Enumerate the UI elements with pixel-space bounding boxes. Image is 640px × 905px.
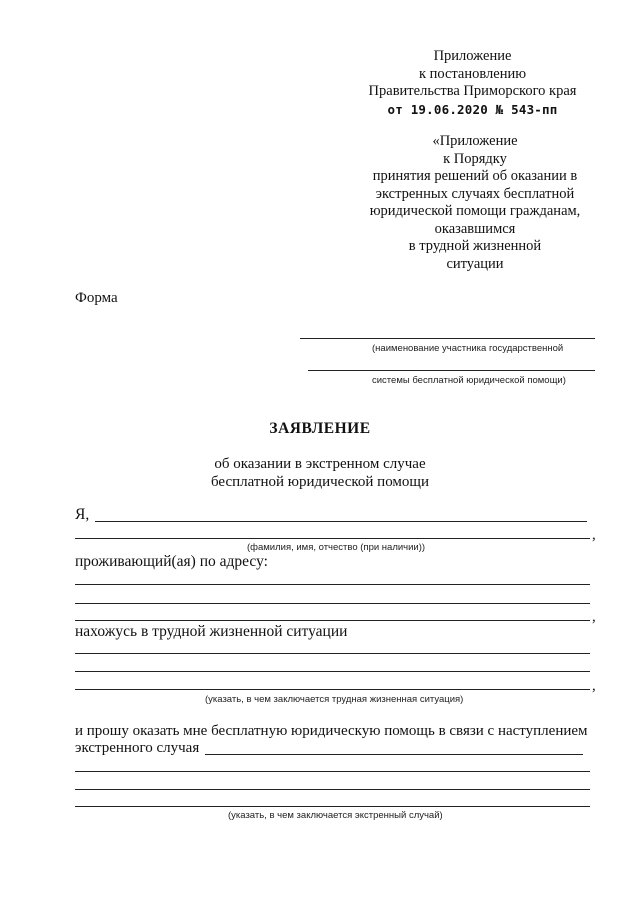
- recipient-line-2[interactable]: [308, 370, 595, 371]
- annex-line-6: оказавшимся: [434, 220, 516, 237]
- emergency-line-1[interactable]: [205, 754, 583, 755]
- annex-line-7: в трудной жизненной: [408, 238, 542, 254]
- address-comma: ,: [592, 609, 596, 625]
- recipient-hint-2: системы бесплатной юридической помощи): [372, 375, 566, 386]
- header-block: [360, 48, 585, 118]
- annex-line-5: юридической помощи гражданам,: [369, 203, 581, 219]
- request-line-1: и прошу оказать мне бесплатную юридическую помощь в связи с наступлением: [75, 723, 588, 739]
- header-line-4: от 19.06.2020 № 543-пп: [387, 101, 558, 117]
- header-line-3: Правительства Приморского края: [368, 83, 577, 99]
- emergency-line-2[interactable]: [75, 771, 590, 772]
- name-hint: (фамилия, имя, отчество (при наличии)): [247, 542, 426, 553]
- name-line-2[interactable]: [75, 538, 590, 539]
- subtitle-line-1: об оказании в экстренном случае: [214, 456, 426, 472]
- annex-line-2: к Порядку: [443, 150, 507, 167]
- subtitle-line-2: бесплатной юридической помощи: [210, 474, 429, 490]
- address-line-3[interactable]: [75, 620, 590, 621]
- name-comma: ,: [592, 527, 596, 543]
- emergency-hint: (указать, в чем заключается экстренный случай): [228, 810, 443, 821]
- i-label: Я,: [75, 506, 90, 523]
- document-title: ЗАЯВЛЕНИЕ: [269, 420, 371, 437]
- situation-comma: ,: [592, 678, 596, 694]
- address-label: проживающий(ая) по адресу:: [75, 553, 268, 570]
- emergency-line-4[interactable]: [75, 806, 590, 807]
- situation-hint: (указать, в чем заключается трудная жизненная ситуация): [205, 694, 464, 705]
- emergency-line-3[interactable]: [75, 789, 590, 790]
- name-line-1[interactable]: [95, 521, 587, 522]
- situation-label: нахожусь в трудной жизненной ситуации: [75, 623, 348, 640]
- annex-block: [365, 133, 585, 273]
- address-line-1[interactable]: [75, 584, 590, 585]
- annex-line-3: принятия решений об оказании в: [372, 168, 578, 184]
- request-line-2: экстренного случая: [75, 740, 200, 756]
- annex-line-8: ситуации: [446, 255, 504, 272]
- header-line-2: к постановлению: [418, 65, 527, 82]
- form-label: Форма: [75, 290, 118, 306]
- recipient-line-1[interactable]: [300, 338, 595, 339]
- situation-line-2[interactable]: [75, 671, 590, 672]
- address-line-2[interactable]: [75, 603, 590, 604]
- annex-line-4: экстренных случаях бесплатной: [375, 185, 575, 202]
- header-line-1: Приложение: [433, 48, 512, 64]
- document-subtitle: [0, 455, 640, 491]
- situation-line-3[interactable]: [75, 689, 590, 690]
- annex-line-1: «Приложение: [432, 133, 518, 149]
- recipient-hint-1: (наименование участника государственной: [372, 343, 564, 354]
- situation-line-1[interactable]: [75, 653, 590, 654]
